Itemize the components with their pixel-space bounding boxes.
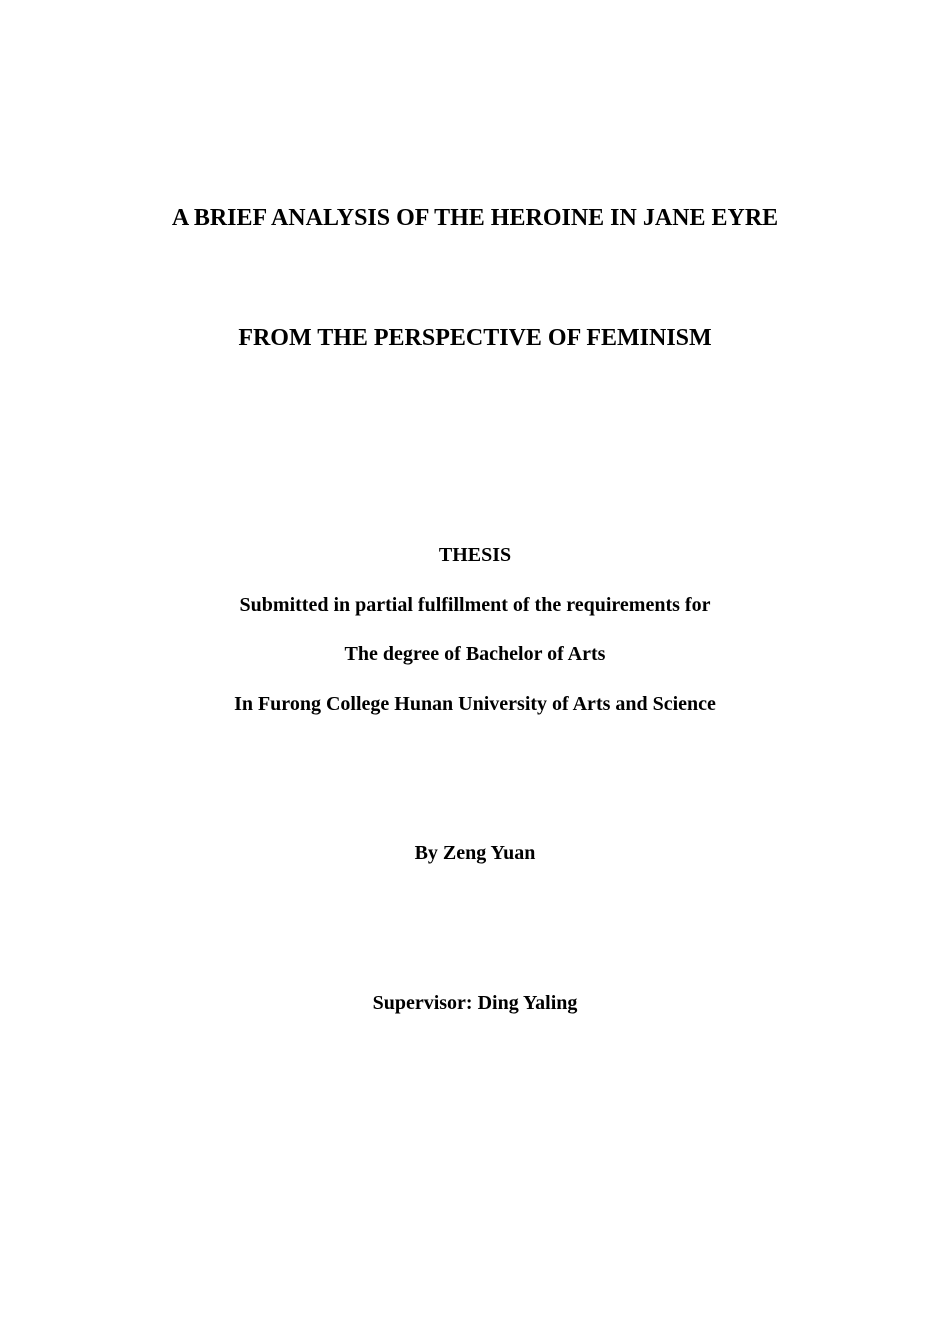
thesis-title-line-1: A BRIEF ANALYSIS OF THE HEROINE IN JANE EYRE (171, 205, 779, 231)
thesis-title-line-2: FROM THE PERSPECTIVE OF FEMINISM (238, 325, 712, 351)
supervisor-line: Supervisor: Ding Yaling (372, 992, 578, 1014)
submission-statement: Submitted in partial fulfillment of the requirements for (239, 594, 711, 616)
institution-statement: In Furong College Hunan University of Arts and Science (234, 693, 716, 715)
author-line: By Zeng Yuan (414, 842, 536, 864)
degree-statement: The degree of Bachelor of Arts (344, 643, 606, 665)
thesis-label: THESIS (438, 544, 512, 566)
